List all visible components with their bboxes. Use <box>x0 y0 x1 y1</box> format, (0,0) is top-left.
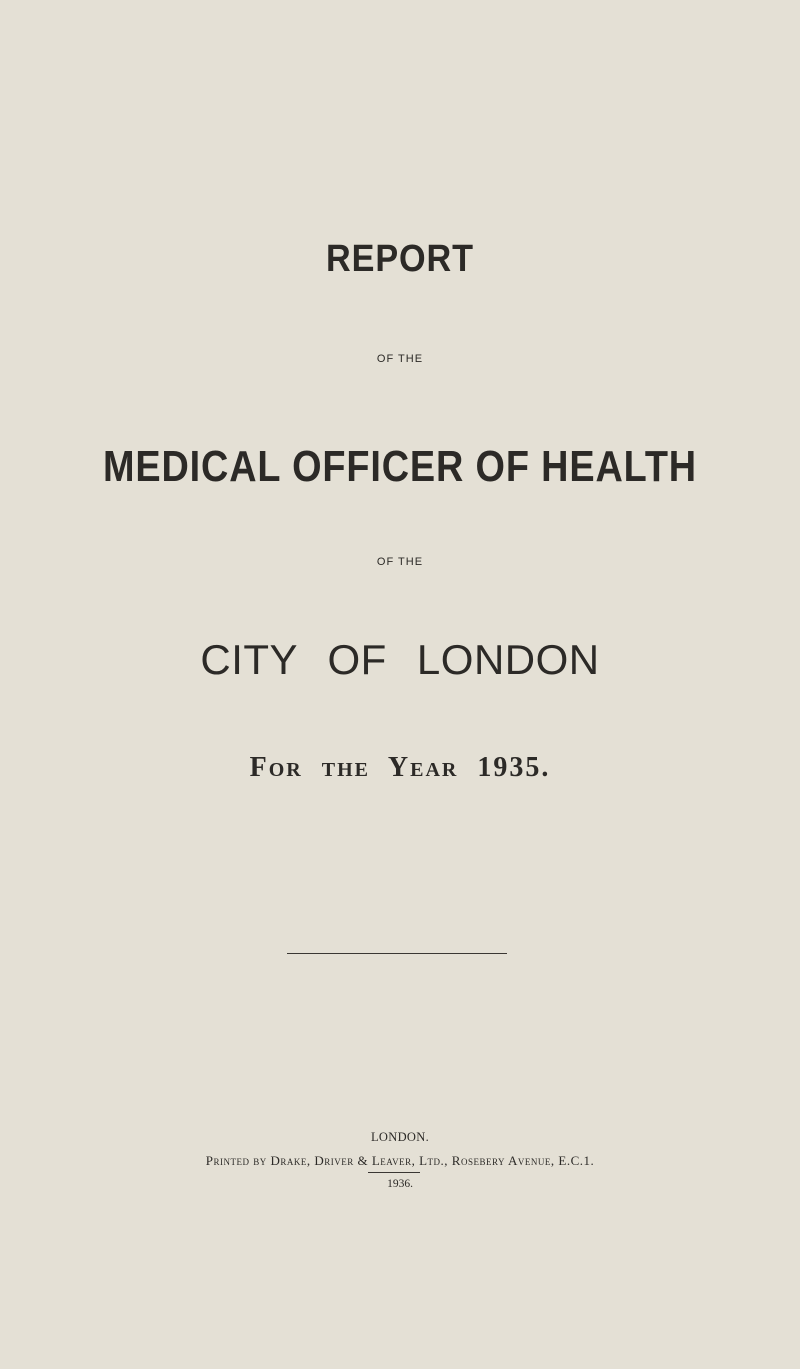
divider-rule <box>287 953 507 954</box>
of-the-connector-2: OF THE <box>376 556 424 568</box>
imprint-rule <box>368 1172 420 1173</box>
imprint-place: LONDON. <box>371 1130 429 1144</box>
of-the-connector-1: OF THE <box>376 353 424 365</box>
report-heading: REPORT <box>326 238 474 280</box>
imprint-printer: Printed by Drake, Driver & Leaver, Ltd., Rosebery Avenue, E.C.1. <box>205 1153 595 1168</box>
city-heading: CITY OF LONDON <box>200 636 600 683</box>
year-line: For the Year 1935. <box>249 752 551 783</box>
imprint-year: 1936. <box>387 1178 413 1190</box>
medical-officer-heading: MEDICAL OFFICER OF HEALTH <box>103 442 697 491</box>
